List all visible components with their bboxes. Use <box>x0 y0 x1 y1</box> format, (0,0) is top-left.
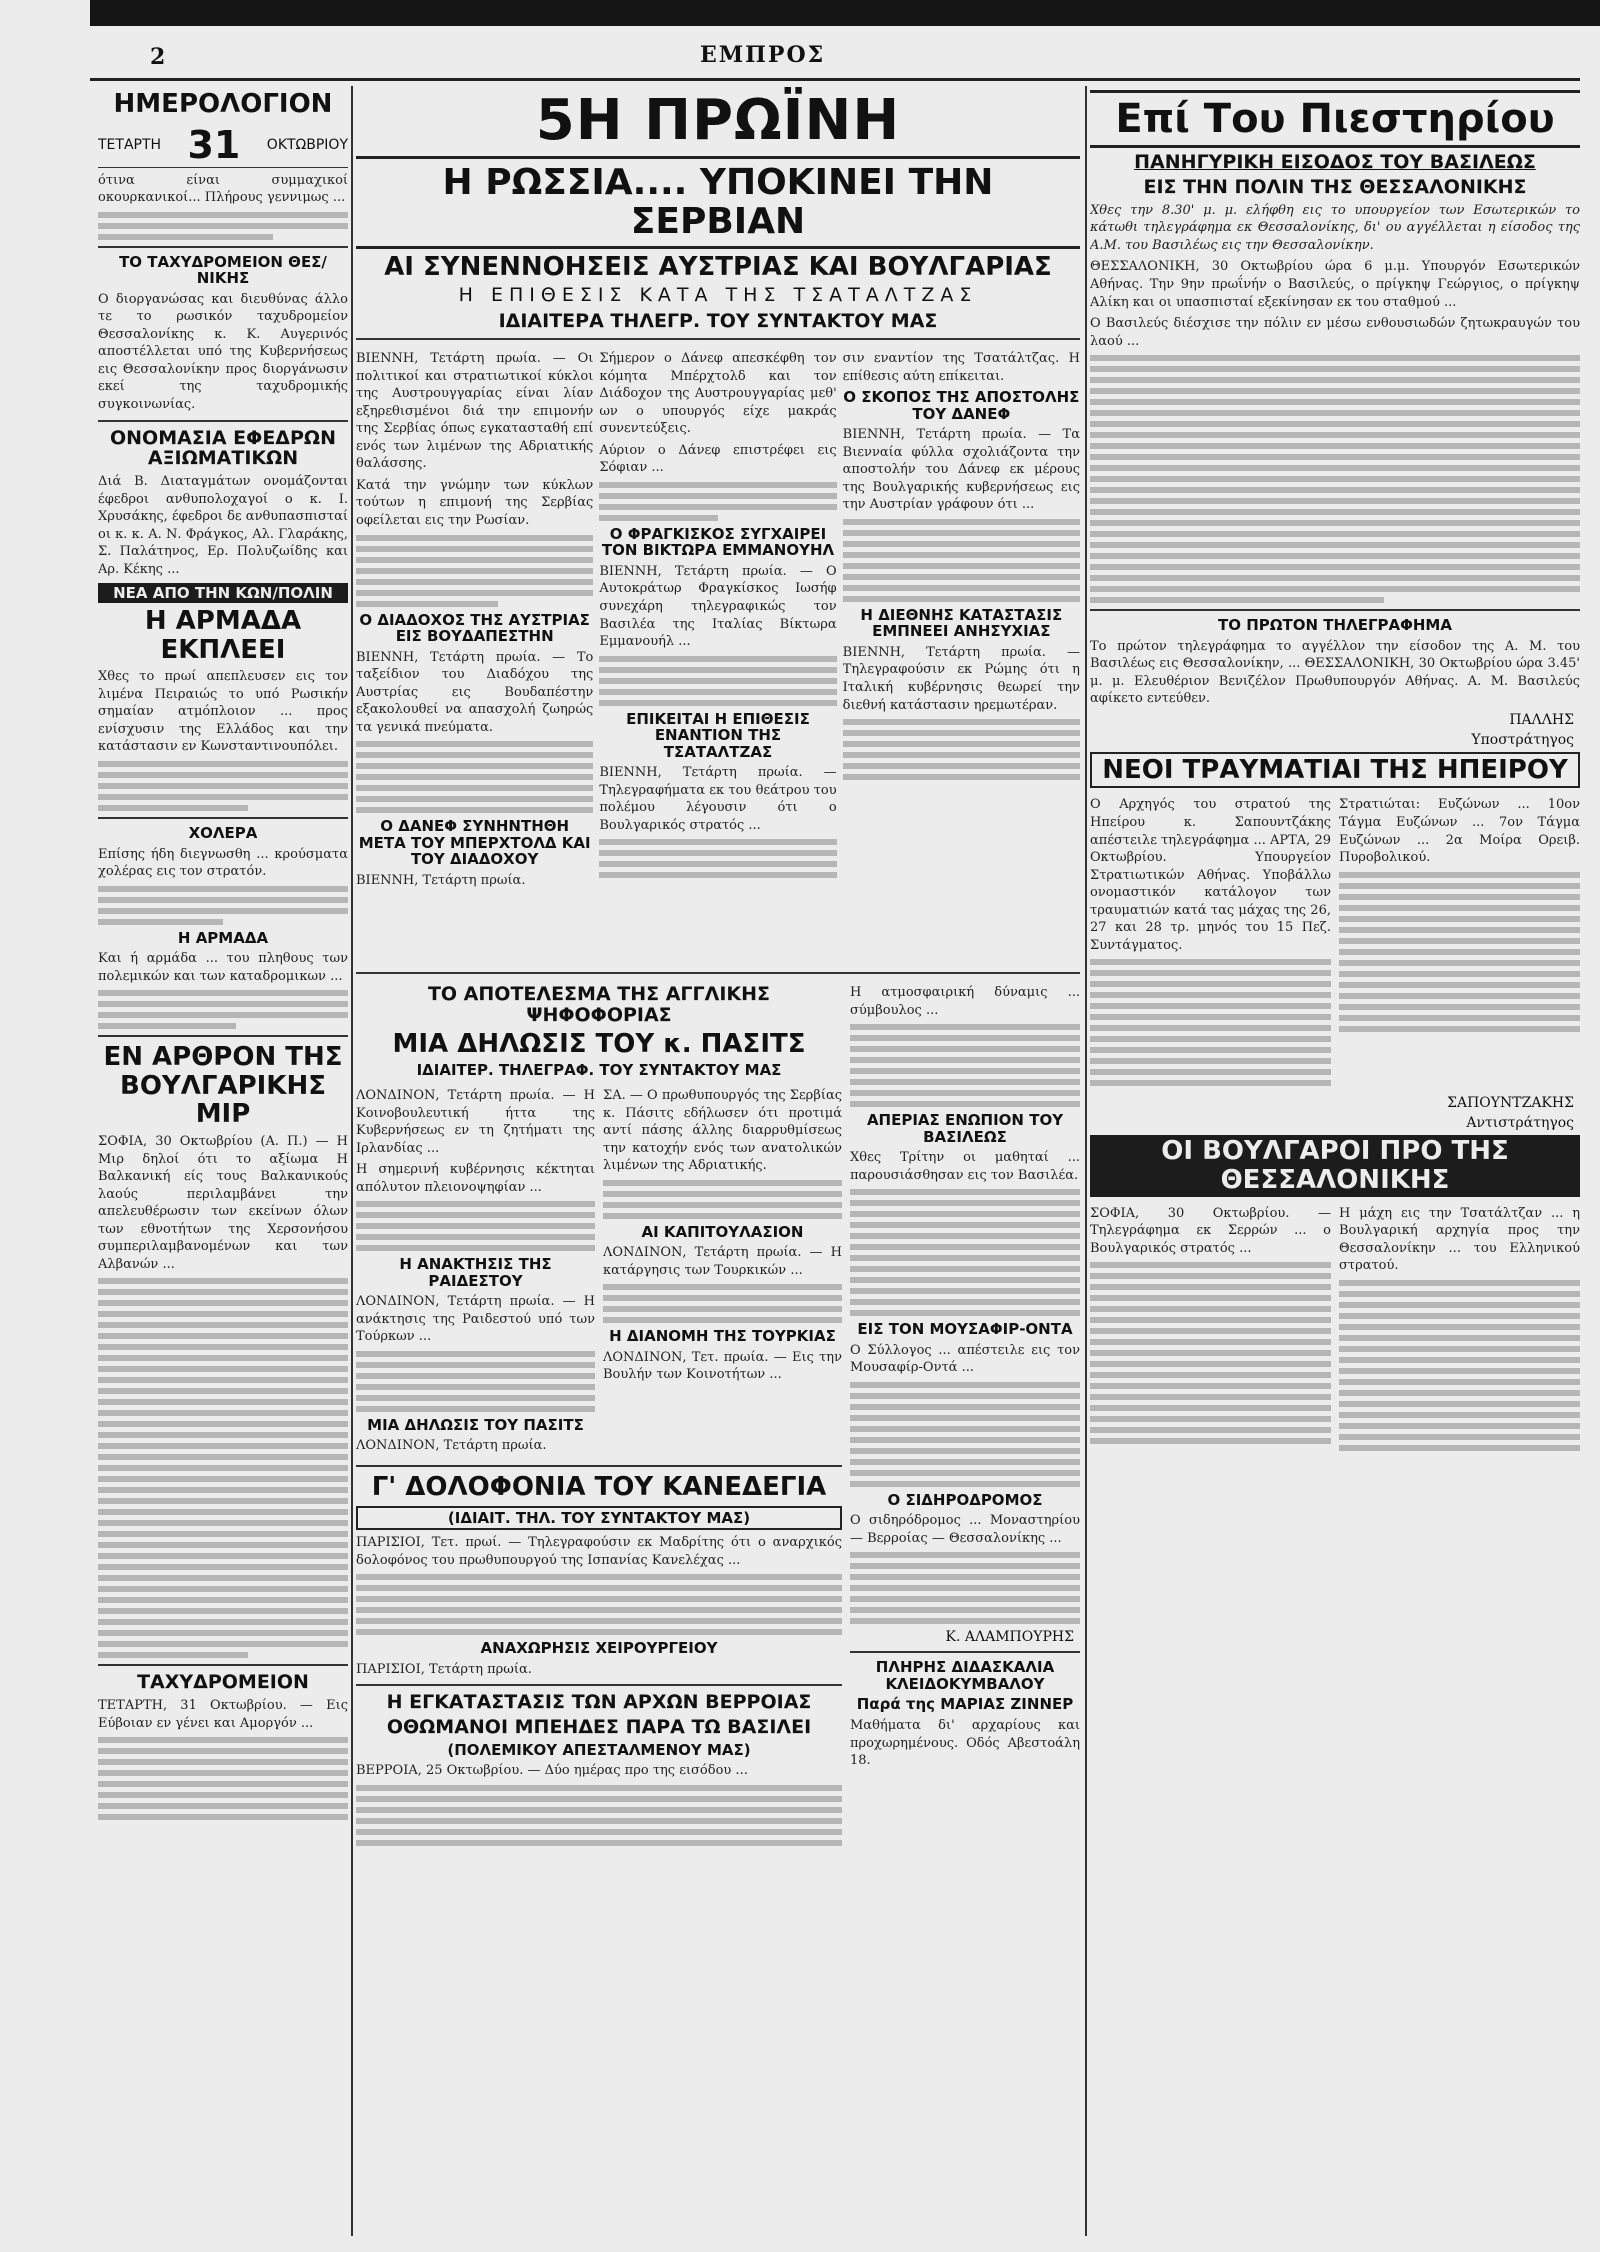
subheadline: ΑΙ ΣΥΝΕΝΝΟΗΣΕΙΣ ΑΥΣΤΡΙΑΣ ΚΑΙ ΒΟΥΛΓΑΡΙΑΣ <box>384 251 1052 282</box>
article-text: Κατά την γνώμην των κύκλων τούτων η επιμονή της Σερβίας οφείλεται εις την Ρωσίαν. <box>356 477 594 529</box>
mid-grid <box>356 1083 842 1459</box>
article-heading: ΟΘΩΜΑΝΟΙ ΜΠΕΗΔΕΣ ΠΑΡΑ ΤΩ ΒΑΣΙΛΕΙ <box>386 1716 812 1739</box>
wounded-col <box>1090 792 1331 1091</box>
article-text: Το πρώτον τηλεγράφημα το αγγέλλον την είσοδον της Α. Μ. του Βασιλέως εις Θεσσαλονίκην, ... ΘΕΣΣΑΛΟΝΙΚΗ, 30 Οκτωβρίου ώρα 3.45' μ. μ. Ελευθέριον Βενιζέλον Πρωθυπουργόν Αθήνας. Α. Μ. Βασιλεύς αφίκετο εντεύθεν. <box>1090 638 1580 707</box>
article-heading: Ο ΦΡΑΓΚΙΣΚΟΣ ΣΥΓΧΑΙΡΕΙ ΤΟΝ ΒΙΚΤΩΡΑ ΕΜΜΑΝΟΥΗΛ <box>601 524 835 560</box>
article-heading: ΕΝ ΑΡΘΡΟΝ ΤΗΣ ΒΟΥΛΓΑΡΙΚΗΣ ΜΙΡ <box>103 1042 343 1130</box>
dispatch-col <box>843 346 1080 966</box>
article-text: ΘΕΣΣΑΛΟΝΙΚΗ, 30 Οκτωβρίου ώρα 6 μ.μ. Υπουργόν Εσωτερικών Αθήνας. Την 9ην πρωΐνήν ο Βασιλεύς, ο πρίγκηψ Γεώργιος, ο πρίγκηψ Αλίκη και οι υπασπισταί εξεκίνησαν εκ του σταθμού ... <box>1090 259 1580 310</box>
article-heading: Η ΔΙΑΝΟΜΗ ΤΗΣ ΤΟΥΡΚΙΑΣ <box>609 1327 836 1346</box>
dispatch-grid <box>356 346 1080 966</box>
lower-center-right <box>850 980 1080 2236</box>
article-text: Στρατιώται: Ευζώνων ... 10ον Τάγμα Ευζώνων ... 7ον Τάγμα Ευζώνων ... 2α Μοίρα Ορειβ. Πυροβολικού. <box>1339 797 1580 866</box>
divider <box>850 1651 1080 1653</box>
column-divider <box>351 86 353 2236</box>
article-text: ΒΙΕΝΝΗ, Τετάρτη πρωία. — Τηλεγραφούσιν εκ Ρώμης ότι η Ιταλική κυβέρνησις θεωρεί την διεθνή κατάστασιν ηρεμωτέραν. <box>842 644 1080 713</box>
article-heading: ΑΝΑΧΩΡΗΣΙΣ ΧΕΙΡΟΥΡΓΕΙΟΥ <box>480 1639 718 1658</box>
byline: (ΙΔΙΑΙΤ. ΤΗΛ. ΤΟΥ ΣΥΝΤΑΚΤΟΥ ΜΑΣ) <box>356 1506 842 1531</box>
text-lines <box>1090 355 1580 603</box>
mid-col <box>356 1083 595 1459</box>
text-lines <box>356 535 593 607</box>
ad-heading: Παρά της ΜΑΡΙΑΣ ΖΙΝΝΕΡ <box>856 1695 1074 1714</box>
masthead <box>0 34 1600 74</box>
article-heading: Η ΕΓΚΑΤΑΣΤΑΣΙΣ ΤΩΝ ΑΡΧΩΝ ΒΕΡΡΟΙΑΣ <box>386 1691 812 1714</box>
article-heading: ΤΟ ΑΠΟΤΕΛΕΣΜΑ ΤΗΣ ΑΓΓΛΙΚΗΣ ΨΗΦΟΦΟΡΙΑΣ <box>427 983 771 1026</box>
calendar-text: ότινα είναι συμμαχικοί οκουρκανικοί... Πλήρους γεννιμως ... <box>98 172 348 206</box>
text-lines <box>98 1737 348 1820</box>
mid-col <box>603 1083 842 1459</box>
article-text: ΒΙΕΝΝΗ, Τετάρτη πρωία. — Τηλεγραφήματα εκ του θεάτρου του πολέμου λέγουσιν ότι ο Βουλγαρικός στρατός ... <box>599 765 837 833</box>
article-heading: ΟΙ ΒΟΥΛΓΑΡΟΙ ΠΡΟ ΤΗΣ ΘΕΣΣΑΛΟΝΙΚΗΣ <box>1090 1135 1580 1196</box>
signature-title: Υποστράτηγος <box>1471 731 1574 748</box>
article-heading: Ο ΣΚΟΠΟΣ ΤΗΣ ΑΠΟΣΤΟΛΗΣ ΤΟΥ ΔΑΝΕΦ <box>843 388 1080 423</box>
column-right <box>1090 86 1580 2236</box>
article-heading: Ο ΣΙΔΗΡΟΔΡΟΜΟΣ <box>887 1490 1043 1509</box>
article-text: Η ατμοσφαιρική δύναμις ... σύμβουλος ... <box>850 985 1080 1018</box>
article-text: Ο σιδηρόδρομος ... Μοναστηρίου — Βερροίας — Θεσσαλονίκης ... <box>850 1513 1080 1546</box>
text-lines <box>356 1351 595 1412</box>
byline: ΙΔΙΑΙΤΕΡ. ΤΗΛΕΓΡΑΦ. ΤΟΥ ΣΥΝΤΑΚΤΟΥ ΜΑΣ <box>416 1061 782 1080</box>
ad-text: Μαθήματα δι' αρχαρίους και προχωρημένους. Οδός Αβεστοάλη 18. <box>850 1717 1080 1769</box>
article-heading: ΜΙΑ ΔΗΛΩΣΙΣ ΤΟΥ κ. ΠΑΣΙΤΣ <box>392 1028 806 1059</box>
article-heading: Η ΑΡΜΑΔΑ ΕΚΠΛΕΕΙ <box>144 606 302 665</box>
article-heading: ΕΠΙΚΕΙΤΑΙ Η ΕΠΙΘΕΣΙΣ ΕΝΑΝΤΙΟΝ ΤΗΣ ΤΣΑΤΑΛΤΖΑΣ <box>626 709 810 761</box>
article-heading: ΑΠΕΡΙΑΣ ΕΝΩΠΙΟΝ ΤΟΥ ΒΑΣΙΛΕΩΣ <box>866 1111 1064 1146</box>
article-heading: ΕΙΣ ΤΗΝ ΠΟΛΙΝ ΤΗΣ ΘΕΣΣΑΛΟΝΙΚΗΣ <box>1143 175 1527 198</box>
article-heading: Η ΑΝΑΚΤΗΣΙΣ ΤΗΣ ΡΑΙΔΕΣΤΟΥ <box>399 1255 552 1290</box>
bulgarians-col <box>1090 1201 1331 1456</box>
paper-name: ΕΜΠΡΟΣ <box>700 42 826 68</box>
article-text: Επίσης ήδη διεγνωσθη ... κρούσματα χολέρας εις τον στρατόν. <box>98 846 348 880</box>
byline: (ΠΟΛΕΜΙΚΟΥ ΑΠΕΣΤΑΛΜΕΝΟΥ ΜΑΣ) <box>447 1740 751 1759</box>
byline: ΙΔΙΑΙΤΕΡΑ ΤΗΛΕΓΡ. ΤΟΥ ΣΥΝΤΑΚΤΟΥ ΜΑΣ <box>498 310 938 333</box>
divider <box>98 246 348 248</box>
section-title: Επί Του Πιεστηρίου <box>1090 90 1580 148</box>
top-black-bar <box>90 0 1600 26</box>
article-text: ΒΙΕΝΝΗ, Τετάρτη πρωία. — Τα Βιενναία φύλλα σχολιάζοντα την αποστολήν του Δάνεφ εκ μέρους της Βουλγαρικής κυβερνήσεως εις την Αυστρίαν γράφουν ότι ... <box>842 427 1080 513</box>
calendar-day: 31 <box>187 122 241 167</box>
subheadline: Η ΕΠΙΘΕΣΙΣ ΚΑΤΑ ΤΗΣ ΤΣΑΤΑΛΤΖΑΣ <box>458 284 978 307</box>
article-heading: ΝΕΟΙ ΤΡΑΥΜΑΤΙΑΙ ΤΗΣ ΗΠΕΙΡΟΥ <box>1090 752 1580 789</box>
article-text: Αύριον ο Δάνεφ επιστρέφει εις Σόφιαν ... <box>599 442 837 476</box>
article-heading: Ο ΔΙΑΔΟΧΟΣ ΤΗΣ ΑΥΣΤΡΙΑΣ ΕΙΣ ΒΟΥΔΑΠΕΣΤΗΝ <box>359 610 590 646</box>
article-text: ΠΑΡΙΣΙΟΙ, Τετ. πρωί. — Τηλεγραφούσιν εκ Μαδρίτης ότι ο αναρχικός δολοφόνος του πρωθυπουργού της Ισπανίας Κανελέχας ... <box>356 1535 842 1568</box>
text-lines <box>850 1382 1080 1487</box>
wounded-grid <box>1090 792 1580 1091</box>
text-lines <box>1339 872 1580 1032</box>
article-text: ΛΟΝΔΙΝΟΝ, Τετάρτη πρωία. — Η Κοινοβουλευτική ήττα της Κυβερνήσεως εν τη ζητήματι της Ιρλανδίας ... <box>356 1087 595 1156</box>
text-lines <box>843 719 1080 780</box>
signature-title: Αντιστράτηγος <box>1466 1115 1574 1132</box>
main-headline: Η ΡΩΣΣΙΑ.... ΥΠΟΚΙΝΕΙ ΤΗΝ ΣΕΡΒΙΑΝ <box>356 156 1080 249</box>
article-text: Ο Σύλλογος ... απέστειλε εις τον Μουσαφίρ-Οντά ... <box>850 1342 1080 1376</box>
text-lines <box>1090 959 1331 1086</box>
article-text: ΒΙΕΝΝΗ, Τετάρτη πρωία. — Το ταξείδιον του Διαδόχου της Αυστρίας εις Βουδαπέστην εξακολουθεί να απασχολή ζωηρώς τα γενικά πνεύματα. <box>356 649 594 735</box>
article-text: Χθες την 8.30' μ. μ. ελήφθη εις το υπουργείον των Εσωτερικών το κάτωθι τηλεγράφημα εκ Θεσσαλονίκης, δι' ου αγγέλλεται η είσοδος της Α.Μ. του Βασιλέως εις την Θεσσαλονίκην. <box>1090 202 1580 253</box>
divider <box>356 1465 842 1467</box>
text-lines <box>850 1189 1080 1316</box>
article-text: Η μάχη εις την Τσατάλτζαν ... η Βουλγαρική αρχηγία προς την Θεσσαλονίκην ... του Ελληνικού στρατού. <box>1339 1205 1580 1274</box>
text-lines <box>599 482 836 521</box>
calendar-month: ΟΚΤΩΒΡΙΟΥ <box>266 136 348 153</box>
calendar-title: ΗΜΕΡΟΛΟΓΙΟΝ <box>113 89 333 119</box>
article-text: ΛΟΝΔΙΝΟΝ, Τετάρτη πρωία. <box>356 1438 547 1454</box>
article-text: ΛΟΝΔΙΝΟΝ, Τετάρτη πρωία. — Η κατάργησις των Τουρκικών ... <box>603 1245 842 1278</box>
article-text: Η σημερινή κυβέρνησις κέκτηται απόλυτον πλειονοψηφίαν ... <box>356 1162 595 1195</box>
divider <box>98 420 348 422</box>
dispatch-col <box>599 346 836 966</box>
calendar-weekday: ΤΕΤΑΡΤΗ <box>98 136 162 153</box>
article-heading: ΠΑΝΗΓΥΡΙΚΗ ΕΙΣΟΔΟΣ ΤΟΥ ΒΑΣΙΛΕΩΣ <box>1134 151 1536 173</box>
article-heading: ΤΟ ΠΡΩΤΟΝ ΤΗΛΕΓΡΑΦΗΜΑ <box>1218 616 1452 635</box>
article-text: Χθες το πρωί απεπλευσεν εις τον λιμένα Πειραιώς το υπό Ρωσικήν σημαίαν ατμόπλοιον ... προς ενίσχυσιν της Ελλάδος και την κατάστασιν εν Κωνσταντινουπόλει. <box>98 669 348 755</box>
page-number: 2 <box>150 44 166 70</box>
article-heading: ΤΟ ΤΑΧΥΔΡΟΜΕΙΟΝ ΘΕΣ/ΝΙΚΗΣ <box>119 252 327 288</box>
divider <box>98 817 348 819</box>
text-lines <box>98 990 348 1029</box>
column-center <box>356 86 1080 2236</box>
article-text: ΒΙΕΝΝΗ, Τετάρτη πρωία. — Οι πολιτικοί και στρατιωτικοί κύκλοι της Αυστρουγγαρίας είναι λίαν εξηρεθισμένοι διά την επιμονήν της Σερβίας όπως εγκατασταθή επί ενός των λιμένων της Αδριατικής θαλάσσης. <box>356 351 594 472</box>
article-heading: ΤΑΧΥΔΡΟΜΕΙΟΝ <box>137 1671 309 1694</box>
text-lines <box>356 1201 595 1251</box>
text-lines <box>98 1278 348 1658</box>
article-heading: Η ΔΙΕΘΝΗΣ ΚΑΤΑΣΤΑΣΙΣ ΕΜΠΝΕΕΙ ΑΝΗΣΥΧΙΑΣ <box>860 605 1063 641</box>
dispatch-col <box>356 346 593 966</box>
text-lines <box>356 1785 842 1846</box>
lower-center <box>356 980 1080 2236</box>
text-lines <box>98 761 348 811</box>
article-heading: ΑΙ ΚΑΠΙΤΟΥΛΑΣΙΟΝ <box>641 1222 804 1241</box>
article-text: Ο Αρχηγός του στρατού της Ηπείρου κ. Σαπουντζάκης απέστειλε τηλεγράφημα ... ΑΡΤΑ, 29 Οκτωβρίου. Υπουργείον Στρατιωτικών Αθήνας. Υποβάλλω ονομαστικόν κατάλογον των τραυματιών κατά τας μάχας της 26, 27 και 28 τρ. μηνός του 15 Πεζ. Συντάγματος. <box>1090 797 1331 953</box>
article-text: ΛΟΝΔΙΝΟΝ, Τετ. πρωία. — Εις την Βουλήν των Κοινοτήτων ... <box>603 1349 842 1383</box>
article-heading: Ο ΔΑΝΕΦ ΣΥΝΗΝΤΗΘΗ ΜΕΤΑ ΤΟΥ ΜΠΕΡΧΤΟΛΔ ΚΑΙ ΤΟΥ ΔΙΑΔΟΧΟΥ <box>358 817 591 869</box>
article-text: ΒΙΕΝΝΗ, Τετάρτη πρωία. <box>356 872 526 888</box>
article-text: Σήμερον ο Δάνεφ απεσκέφθη τον κόμητα Μπέρχτολδ και τον Διάδοχον της Αυστρουγγαρίας μεθ' ων ο υπουργός είχε μακράς συνεντεύξεις. <box>599 351 837 437</box>
edition-title: 5Η ΠΡΩΪΝΗ <box>535 88 901 153</box>
text-lines <box>1090 1262 1331 1444</box>
article-text: Ο Βασιλεύς διέσχισε την πόλιν εν μέσω ενθουσιωδών ζητωκραυγών του λαού ... <box>1090 316 1580 349</box>
bulgarians-col <box>1339 1201 1580 1456</box>
article-heading: ΟΝΟΜΑΣΙΑ ΕΦΕΔΡΩΝ ΑΞΙΩΜΑΤΙΚΩΝ <box>110 426 336 470</box>
article-text: ΤΕΤΑΡΤΗ, 31 Οκτωβρίου. — Εις Εύβοιαν εν γένει και Αμοργόν ... <box>98 1698 348 1731</box>
article-heading: ΜΙΑ ΔΗΛΩΣΙΣ ΤΟΥ ΠΑΣΙΤΣ <box>367 1415 584 1434</box>
article-text: ΣΟΦΙΑ, 30 Οκτωβρίου (Α. Π.) — Η Μιρ δηλοί ότι το αξίωμα Η Βαλκανική είς τους Βαλκανικούς λαούς περιλαμβάνει την απελευθέρωσιν των εκείνων όλων των εθνοτήτων της Χερσονήσου συμπεριλαμβανομένων και των Αλβανών ... <box>98 1133 348 1272</box>
article-heading: ΧΟΛΕΡΑ <box>188 824 258 842</box>
lower-center-left <box>356 980 842 2236</box>
divider <box>1090 609 1580 611</box>
divider <box>98 1035 348 1037</box>
text-lines <box>603 1284 842 1323</box>
article-text: Και ή αρμάδα ... του πληθους των πολεμικών και των καταδρομικων ... <box>98 951 348 984</box>
article-text: ΒΕΡΡΟΙΑ, 25 Οκτωβρίου. — Δύο ημέρας προ της εισόδου ... <box>356 1763 748 1779</box>
article-heading: Η ΑΡΜΑΔΑ <box>177 928 269 947</box>
text-lines <box>599 839 836 878</box>
signature: ΣΑΠΟΥΝΤΖΑΚΗΣ <box>1447 1095 1574 1112</box>
signature: Κ. ΑΛΑΜΠΟΥΡΗΣ <box>945 1629 1074 1646</box>
article-text: ΠΑΡΙΣΙΟΙ, Τετάρτη πρωία. <box>356 1661 532 1677</box>
divider <box>356 1684 842 1686</box>
text-lines <box>98 886 348 925</box>
ad-heading: ΠΛΗΡΗΣ ΔΙΔΑΣΚΑΛΙΑ ΚΛΕΙΔΟΚΥΜΒΑΛΟΥ <box>875 1658 1055 1693</box>
divider <box>356 338 1080 340</box>
text-lines <box>843 519 1080 602</box>
signature: ΠΑΛΛΗΣ <box>1509 711 1574 728</box>
article-text: Ο διοργανώσας και διευθύνας άλλο τε το ρωσικόν ταχυδρομείον Θεσσαλονίκης κ. Κ. Αυγερινός αποστέλλεται υπό της Κυβερνήσεως εις Θεσσαλονίκην προς διοργάνωσιν εκεί της ταχυδρομικής συγκοινωνίας. <box>98 291 348 412</box>
column-divider <box>1085 86 1087 2236</box>
article-text: ΒΙΕΝΝΗ, Τετάρτη πρωία. — Ο Αυτοκράτωρ Φραγκίσκος Ιωσήφ συνεχάρη τηλεγραφικώς τον Βασιλέα της Ιταλίας Βίκτωρα Εμμανουήλ ... <box>599 563 837 650</box>
article-heading: Γ' ΔΟΛΟΦΟΝΙΑ ΤΟΥ ΚΑΝΕΔΕΓΙΑ <box>371 1471 827 1502</box>
article-text: σιν εναντίον της Τσατάλτζας. Η επίθεσις αύτη επίκειται. <box>842 351 1080 384</box>
article-text: ΛΟΝΔΙΝΟΝ, Τετάρτη πρωία. — Η ανάκτησις της Ραιδεστού υπό των Τούρκων ... <box>356 1294 595 1345</box>
calendar-date <box>98 123 348 168</box>
article-text: ΣΟΦΙΑ, 30 Οκτωβρίου. — Τηλεγράφημα εκ Σερρών ... ο Βουλγαρικός στρατός ... <box>1090 1205 1331 1256</box>
column-left <box>98 86 348 2236</box>
article-text: Χθες Τρίτην οι μαθηταί ... παρουσιάσθησαν εις τον Βασιλέα. <box>850 1150 1080 1183</box>
article-text: ΣΑ. — Ο πρωθυπουργός της Σερβίας κ. Πάσιτς εδήλωσεν ότι προτιμά αντί πάσης άλλης διαρρυθμίσεως την κατοχήν ενός των ανατολικών λιμένων της Αδριατικής. <box>603 1087 842 1174</box>
text-lines <box>356 1574 842 1635</box>
text-lines <box>850 1024 1080 1107</box>
text-lines <box>1339 1280 1580 1451</box>
masthead-rule <box>90 78 1580 81</box>
wounded-col <box>1339 792 1580 1091</box>
section-heading: ΝΕΑ ΑΠΟ ΤΗΝ ΚΩΝ/ΠΟΛΙΝ <box>98 583 348 604</box>
bulgarians-grid <box>1090 1201 1580 1456</box>
divider <box>98 1664 348 1666</box>
text-lines <box>599 656 836 706</box>
text-lines <box>850 1552 1080 1624</box>
text-lines <box>603 1180 842 1219</box>
article-text: Διά Β. Διαταγμάτων ονομάζονται έφεδροι ανθυπολοχαγοί ο κ. Ι. Χρυσάκης, έφεδροι δε ανθυπασπισταί οι κ. κ. Α. Ν. Φράγκος, Αλ. Γλαράκης, Σ. Παλάτηνος, Ερ. Πολυζωίδης και Αρ. Κέκης ... <box>98 474 348 578</box>
divider <box>356 972 1080 974</box>
text-lines <box>98 212 348 240</box>
text-lines <box>356 741 593 813</box>
article-heading: ΕΙΣ ΤΟΝ ΜΟΥΣΑΦΙΡ-ΟΝΤΑ <box>857 1320 1073 1339</box>
